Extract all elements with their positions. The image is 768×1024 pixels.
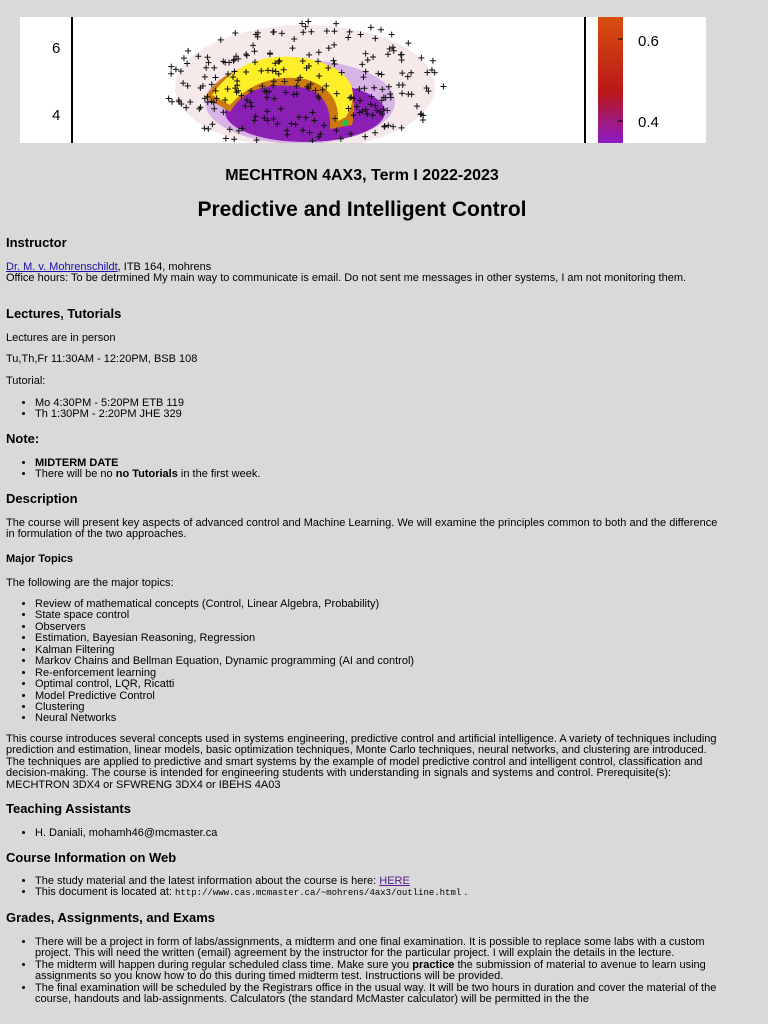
tas-heading: Teaching Assistants — [6, 801, 131, 816]
scatter-marker — [405, 40, 411, 46]
topic-item: • Estimation, Bayesian Reasoning, Regression — [35, 633, 414, 644]
lectures-in-person: Lectures are in person — [6, 332, 116, 344]
colorbar-tick-0-4: 0.4 — [638, 114, 659, 131]
scatter-marker — [368, 24, 374, 30]
note-heading: Note: — [6, 431, 40, 446]
scatter-marker — [166, 96, 172, 102]
topic-item: • Optimal control, LQR, Ricatti — [35, 679, 414, 690]
scatter-marker — [168, 71, 174, 77]
grades-bold: practice — [412, 958, 455, 971]
office-hours: Office hours: To be detrmined My main way to communicate is email. Do not sent me messages in other systems, I am not monitoring them. — [6, 272, 687, 284]
doc-url: http://www.cas.mcmaster.ca/~mohrens/4ax3/outline.html — [175, 888, 462, 899]
tutorial-list — [6, 398, 184, 421]
doc-text: This document is located at: — [35, 886, 176, 899]
scatter-marker — [333, 21, 339, 27]
note-bold: no Tutorials — [115, 468, 178, 481]
note-item-tutorials — [35, 469, 260, 480]
note-list — [6, 458, 260, 481]
major-topics-heading: Major Topics — [6, 553, 74, 565]
scatter-marker — [440, 84, 446, 90]
scatter-marker — [169, 99, 175, 105]
grades-item: • There will be a project in form of labs/assignments, a midterm and one final examination. It is possible to replace some labs with a custom project. This will need the written (email) agreement by the instructor for the particular project. I will explain the details in the lecture. — [35, 937, 725, 960]
scatter-marker — [389, 32, 395, 38]
lectures-heading: Lectures, Tutorials — [6, 306, 122, 321]
description-heading: Description — [6, 491, 78, 506]
ta-item: • H. Daniali, mohamh46@mcmaster.ca — [35, 828, 217, 839]
web-info-heading: Course Information on Web — [6, 850, 177, 865]
instructor-heading: Instructor — [6, 235, 67, 250]
scatter-marker — [185, 48, 191, 54]
topic-item: • Review of mathematical concepts (Control, Linear Algebra, Probability) — [35, 599, 414, 610]
topic-item: • Markov Chains and Bellman Equation, Dynamic programming (AI and control) — [35, 656, 414, 667]
scatter-marker — [305, 19, 311, 25]
grades-text: The midterm will happen during regular scheduled class time. Make sure you — [35, 958, 413, 971]
instructor-details: , ITB 164, mohrens — [117, 261, 212, 273]
colorbar-tick-0-6: 0.6 — [638, 33, 659, 50]
note-text: There will be no — [35, 468, 116, 481]
topic-item: • Model Predictive Control — [35, 691, 414, 702]
lecture-schedule: Tu,Th,Fr 11:30AM - 12:20PM, BSB 108 — [6, 353, 198, 365]
page-title: Predictive and Intelligent Control — [197, 198, 527, 221]
topic-item: • Neural Networks — [35, 713, 414, 724]
ta-list — [6, 828, 217, 839]
tutorial-item: • Th 1:30PM - 2:20PM JHE 329 — [35, 409, 184, 420]
scatter-plot-graphic — [20, 17, 706, 143]
grades-heading: Grades, Assignments, and Exams — [6, 910, 216, 925]
scatter-marker — [430, 58, 436, 64]
here-link[interactable]: HERE — [379, 875, 410, 887]
banner-plot-image — [20, 17, 706, 143]
grades-text: the submission of material to avenue to learn using assignments so you know how to do this during timed midterm test. Instructions will be provided. — [35, 958, 706, 983]
topic-item: • Re-enforcement learning — [35, 668, 414, 679]
study-text: The study material and the latest information about the course is here: — [35, 875, 380, 887]
grades-item: • The final examination will be scheduled by the Registrars office in the usual way. It will be two hours in duration and cover the material of the course, handouts and lab-assignments. Calculators (the standard McMaster calculator) will be permitted in the the — [35, 983, 725, 1006]
note-text: in the first week. — [177, 468, 261, 481]
scatter-marker — [420, 117, 426, 123]
instructor-link[interactable]: Dr. M. v. Mohrenschildt — [6, 261, 118, 273]
tutorial-label: Tutorial: — [6, 375, 46, 387]
topic-item: • State space control — [35, 610, 414, 621]
topics-list — [6, 599, 414, 725]
scatter-marker — [168, 64, 174, 70]
topic-item: • Kalman Filtering — [35, 645, 414, 656]
midterm-date-label: MIDTERM DATE — [35, 457, 119, 469]
course-code: MECHTRON 4AX3, Term I 2022-2023 — [225, 167, 499, 184]
colorbar — [598, 17, 623, 143]
scatter-marker — [378, 27, 384, 33]
major-topics-intro: The following are the major topics: — [6, 577, 174, 589]
topic-item: • Clustering — [35, 702, 414, 713]
grades-list — [6, 937, 725, 1006]
description-text: The course will present key aspects of advanced control and Machine Learning. We will examine the principles common to both and the difference in formulation of the two approaches. — [6, 517, 718, 541]
doc-end: . — [461, 886, 468, 899]
grades-item — [35, 960, 725, 983]
scatter-marker — [432, 70, 438, 76]
scatter-marker — [181, 55, 187, 61]
tutorial-item: • Mo 4:30PM - 5:20PM ETB 119 — [35, 398, 184, 409]
web-info-list — [6, 876, 735, 899]
topic-item: • Observers — [35, 622, 414, 633]
y-tick-4: 4 — [52, 107, 61, 124]
course-summary: This course introduces several concepts used in systems engineering, predictive control and artificial intelligence. A variety of techniques including prediction and estimation, linear models, basic optimization techniques, Monte Carlo techniques, neural networks, and clustering are introduced. The techniques are applied to predictive and smart systems by the example of model predictive control and intelligent control, classification and decision-making. The course is intended for engineering students with understanding in signals and systems and control. Prerequisite(s): MECHTRON 3DX4 or SFWRENG 3DX4 or IBEHS 4A03 — [6, 733, 717, 791]
web-info-item-doc — [35, 887, 735, 898]
y-tick-6: 6 — [52, 40, 61, 57]
